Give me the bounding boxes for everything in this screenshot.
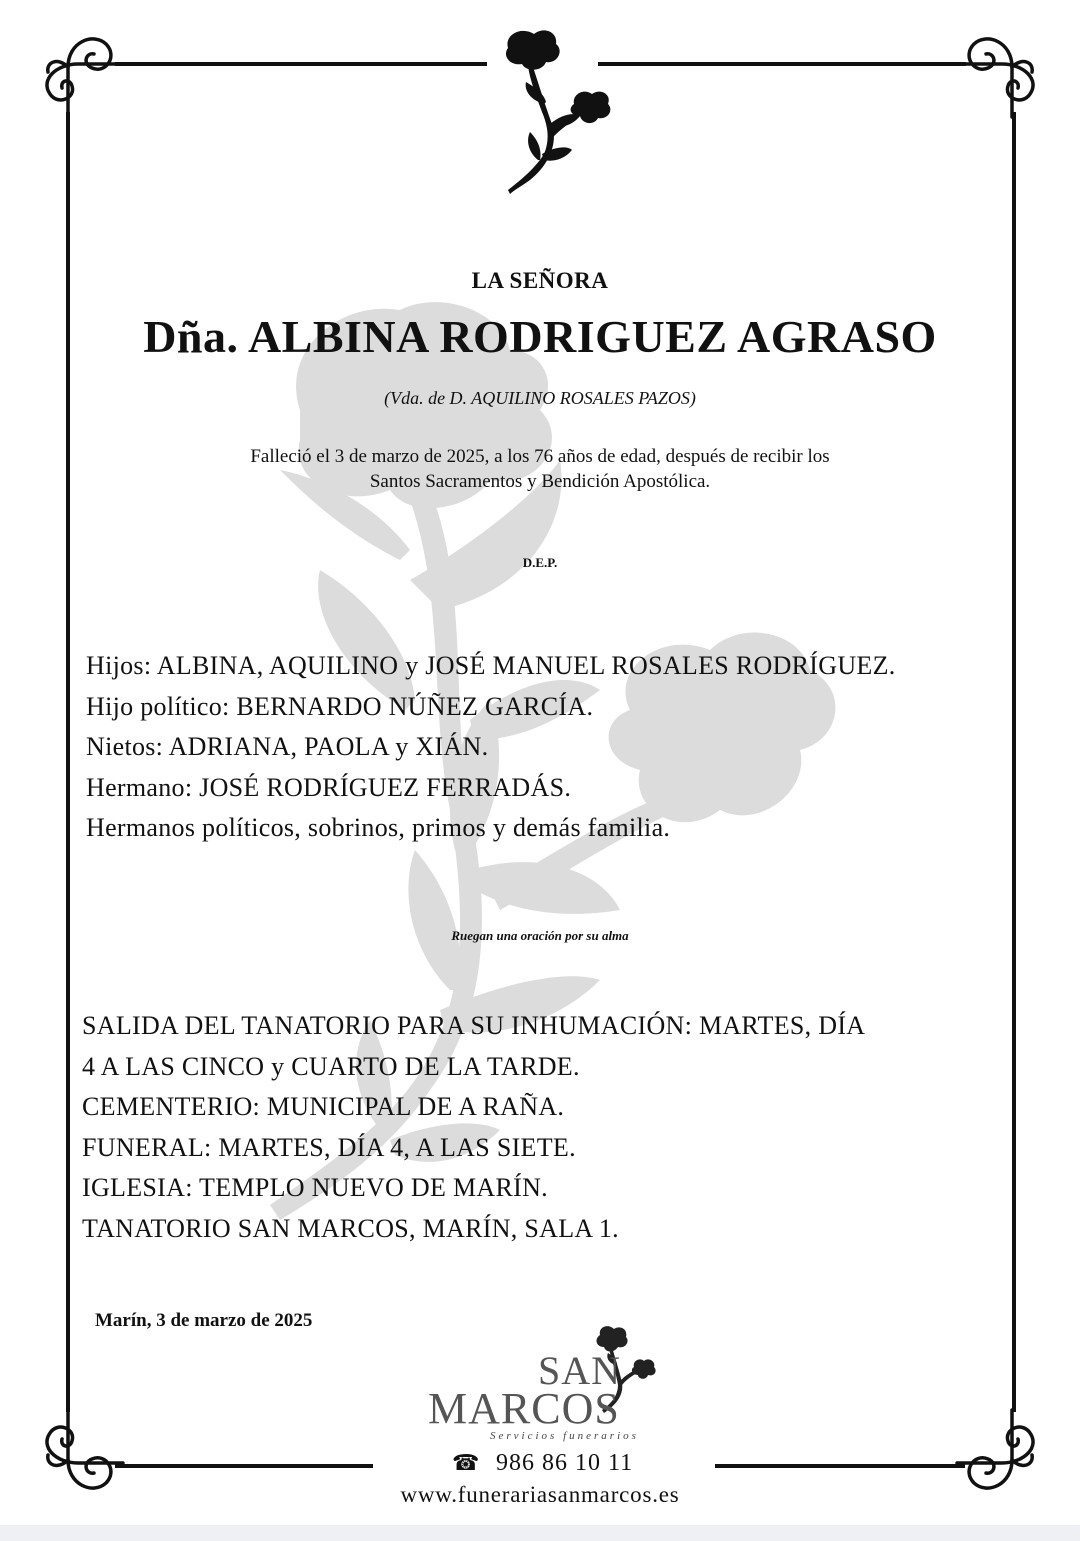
frame-bottom-left-line — [115, 1464, 373, 1468]
family-line: Hijos: ALBINA, AQUILINO y JOSÉ MANUEL ROSALES RODRÍGUEZ. — [86, 651, 896, 680]
service-line: TANATORIO SAN MARCOS, MARÍN, SALA 1. — [82, 1213, 619, 1243]
family-line: Hermano: JOSÉ RODRÍGUEZ FERRADÁS. — [86, 772, 572, 802]
family-line: Nietos: ADRIANA, PAOLA y XIÁN. — [86, 732, 489, 761]
service-line: CEMENTERIO: MUNICIPAL DE A RAÑA. — [82, 1092, 565, 1121]
title-small: LA SEÑORA — [471, 268, 609, 293]
ornament-top-right-icon — [952, 22, 1052, 122]
logo-text-marcos: MARCOS — [428, 1384, 620, 1433]
service-info — [82, 1006, 865, 1249]
widow-note: (Vda. de D. AQUILINO ROSALES PAZOS) — [384, 388, 696, 408]
death-announcement — [0, 444, 1080, 494]
ornament-top-left-icon — [28, 22, 128, 122]
dep-label: D.E.P. — [522, 555, 558, 570]
logo-subtitle: Servicios funerarios — [490, 1430, 639, 1442]
website-link[interactable]: www.funerariasanmarcos.es — [400, 1482, 680, 1507]
phone-number: 986 86 10 11 — [496, 1450, 634, 1476]
phone-contact — [452, 1450, 633, 1477]
frame-left-line — [66, 112, 70, 1412]
bottom-strip — [0, 1525, 1080, 1541]
family-list — [86, 646, 896, 849]
place-date: Marín, 3 de marzo de 2025 — [95, 1310, 313, 1331]
prayer-note: Ruegan una oración por su alma — [451, 928, 629, 943]
san-marcos-logo — [420, 1325, 670, 1445]
frame-top-right-line — [598, 62, 966, 66]
frame-right-line — [1012, 112, 1016, 1412]
frame-top-left-line — [115, 62, 487, 66]
logo-text-san: SAN — [538, 1348, 622, 1393]
death-line-2: Santos Sacramentos y Bendición Apostólica. — [369, 471, 711, 492]
flower-icon — [500, 28, 620, 198]
deceased-name: Dña. ALBINA RODRIGUEZ AGRASO — [143, 311, 937, 362]
family-line: Hijo político: BERNARDO NÚÑEZ GARCÍA. — [86, 691, 594, 721]
service-line: IGLESIA: TEMPLO NUEVO DE MARÍN. — [82, 1173, 548, 1202]
service-line: SALIDA DEL TANATORIO PARA SU INHUMACIÓN: MARTES, DÍA — [82, 1011, 866, 1040]
family-line: Hermanos políticos, sobrinos, primos y demás familia. — [86, 813, 671, 842]
death-line-1: Falleció el 3 de marzo de 2025, a los 76 años de edad, después de recibir los — [250, 446, 830, 467]
telephone-icon: ☎ — [452, 1450, 481, 1475]
service-line: 4 A LAS CINCO y CUARTO DE LA TARDE. — [82, 1051, 580, 1081]
service-line: FUNERAL: MARTES, DÍA 4, A LAS SIETE. — [82, 1132, 576, 1162]
frame-bottom-right-line — [715, 1464, 965, 1468]
